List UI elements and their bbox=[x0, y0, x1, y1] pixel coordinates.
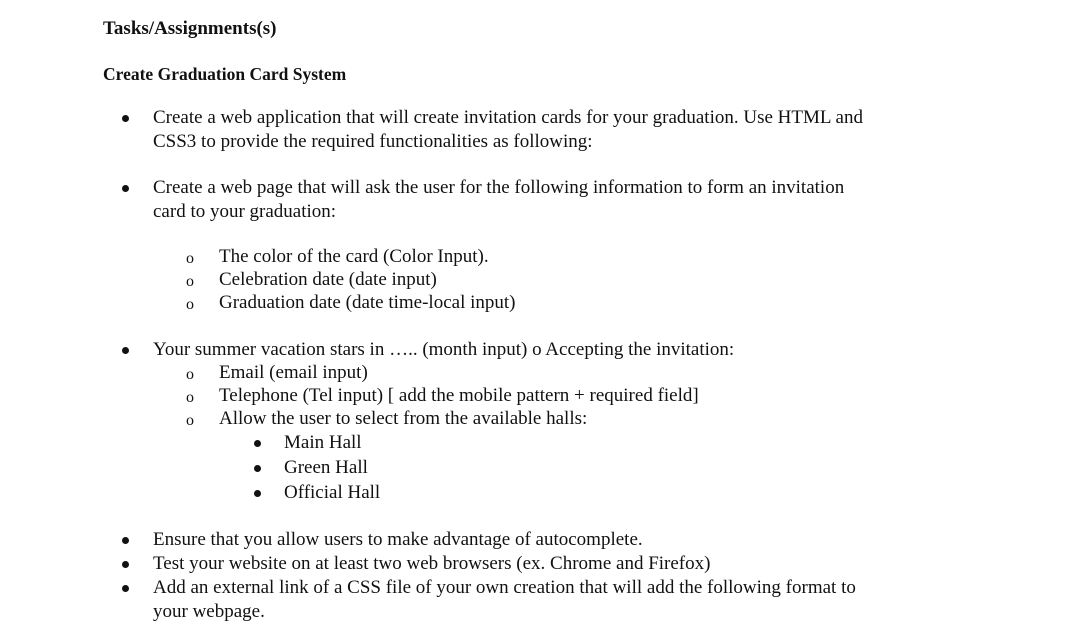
list-item: Celebration date (date input) bbox=[219, 269, 437, 290]
list-item: Telephone (Tel input) [ add the mobile pattern + required field] bbox=[219, 385, 699, 406]
bullet-2-line-1: Create a web page that will ask the user for the following information to form an invitation bbox=[153, 177, 845, 198]
sub-bullet-marker: o bbox=[186, 389, 194, 406]
sub-bullet-marker: o bbox=[186, 296, 194, 313]
bullet-dot bbox=[254, 440, 261, 447]
bullet-2-line-2: card to your graduation: bbox=[153, 201, 337, 222]
hall-item: Main Hall bbox=[284, 432, 362, 453]
bullet-dot bbox=[122, 347, 129, 354]
hall-item: Official Hall bbox=[284, 482, 381, 503]
sub-bullet-marker: o bbox=[186, 412, 194, 429]
bullet-4: Ensure that you allow users to make advantage of autocomplete. bbox=[153, 529, 643, 550]
bullet-dot bbox=[122, 115, 129, 122]
bullet-1-line-2: CSS3 to provide the required functionalities as following: bbox=[153, 131, 593, 152]
bullet-dot bbox=[122, 585, 129, 592]
sub-bullet-marker: o bbox=[186, 250, 194, 267]
list-item: Graduation date (date time-local input) bbox=[219, 292, 516, 313]
bullet-dot bbox=[122, 537, 129, 544]
bullet-6-line-1: Add an external link of a CSS file of your own creation that will add the following format to bbox=[153, 577, 856, 598]
list-item: Email (email input) bbox=[219, 362, 368, 383]
bullet-dot bbox=[122, 561, 129, 568]
bullet-3-line-1: Your summer vacation stars in ….. (month input) o Accepting the invitation: bbox=[153, 339, 735, 360]
bullet-dot bbox=[122, 185, 129, 192]
document-heading: Tasks/Assignments(s) bbox=[103, 18, 277, 39]
hall-item: Green Hall bbox=[284, 457, 368, 478]
bullet-dot bbox=[254, 465, 261, 472]
sub-bullet-marker: o bbox=[186, 366, 194, 383]
bullet-dot bbox=[254, 490, 261, 497]
sub-bullet-marker: o bbox=[186, 273, 194, 290]
bullet-6-line-2: your webpage. bbox=[153, 601, 265, 622]
list-item: Allow the user to select from the available halls: bbox=[219, 408, 588, 429]
document-subheading: Create Graduation Card System bbox=[103, 64, 347, 84]
bullet-1-line-1: Create a web application that will create invitation cards for your graduation. Use HTML and bbox=[153, 107, 863, 128]
list-item: The color of the card (Color Input). bbox=[219, 246, 489, 267]
bullet-5: Test your website on at least two web browsers (ex. Chrome and Firefox) bbox=[153, 553, 711, 574]
